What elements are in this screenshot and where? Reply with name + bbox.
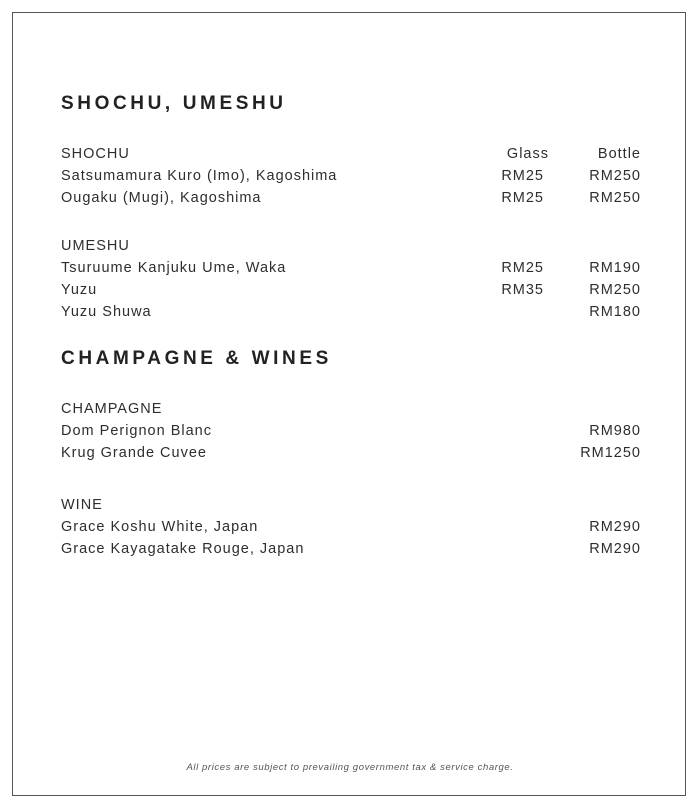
column-header-bottle: Bottle [597, 146, 641, 162]
menu-item-name: Grace Kayagatake Rouge, Japan [61, 541, 305, 557]
menu-item-bottle-price: RM250 [589, 282, 641, 298]
menu-item-bottle-price: RM290 [589, 519, 641, 535]
group-header-champagne [61, 401, 641, 423]
menu-item-name: Ougaku (Mugi), Kagoshima [61, 190, 262, 206]
tax-disclaimer-note: All prices are subject to prevailing government tax & service charge. [186, 762, 514, 773]
menu-item-row [61, 282, 641, 304]
menu-item-bottle-price: RM180 [589, 304, 641, 320]
column-header-glass: Glass [506, 146, 549, 162]
menu-item-name: Tsuruume Kanjuku Ume, Waka [61, 260, 287, 276]
group-header-shochu [61, 146, 641, 168]
menu-item-name: Yuzu [61, 282, 98, 298]
menu-item-bottle-price: RM290 [589, 541, 641, 557]
menu-item-bottle-price: RM190 [589, 260, 641, 276]
group-label-umeshu: UMESHU [61, 238, 130, 254]
menu-item-bottle-price: RM250 [589, 190, 641, 206]
menu-item-row [61, 260, 641, 282]
menu-item-bottle-price: RM1250 [580, 445, 641, 461]
menu-item-glass-price: RM35 [501, 282, 544, 298]
menu-item-row [61, 423, 641, 445]
menu-item-name: Krug Grande Cuvee [61, 445, 207, 461]
group-label-shochu: SHOCHU [61, 146, 130, 162]
menu-item-row [61, 541, 641, 563]
group-label-wine: WINE [61, 497, 103, 513]
menu-item-glass-price: RM25 [501, 260, 544, 276]
menu-item-name: Dom Perignon Blanc [61, 423, 212, 439]
menu-item-row [61, 190, 641, 212]
section-title-shochu-umeshu: SHOCHU, UMESHU [61, 93, 287, 114]
section-title-champagne-wines: CHAMPAGNE & WINES [61, 348, 332, 369]
menu-item-name: Grace Koshu White, Japan [61, 519, 259, 535]
menu-item-name: Satsumamura Kuro (Imo), Kagoshima [61, 168, 338, 184]
menu-item-name: Yuzu Shuwa [61, 304, 152, 320]
menu-item-glass-price: RM25 [501, 168, 544, 184]
menu-item-row [61, 445, 641, 467]
group-label-champagne: CHAMPAGNE [61, 401, 163, 417]
menu-item-glass-price: RM25 [501, 190, 544, 206]
menu-item-row [61, 168, 641, 190]
menu-item-row [61, 304, 641, 326]
group-header-umeshu [61, 238, 641, 260]
menu-item-bottle-price: RM980 [589, 423, 641, 439]
menu-item-row [61, 519, 641, 541]
menu-item-bottle-price: RM250 [589, 168, 641, 184]
group-header-wine [61, 497, 641, 519]
